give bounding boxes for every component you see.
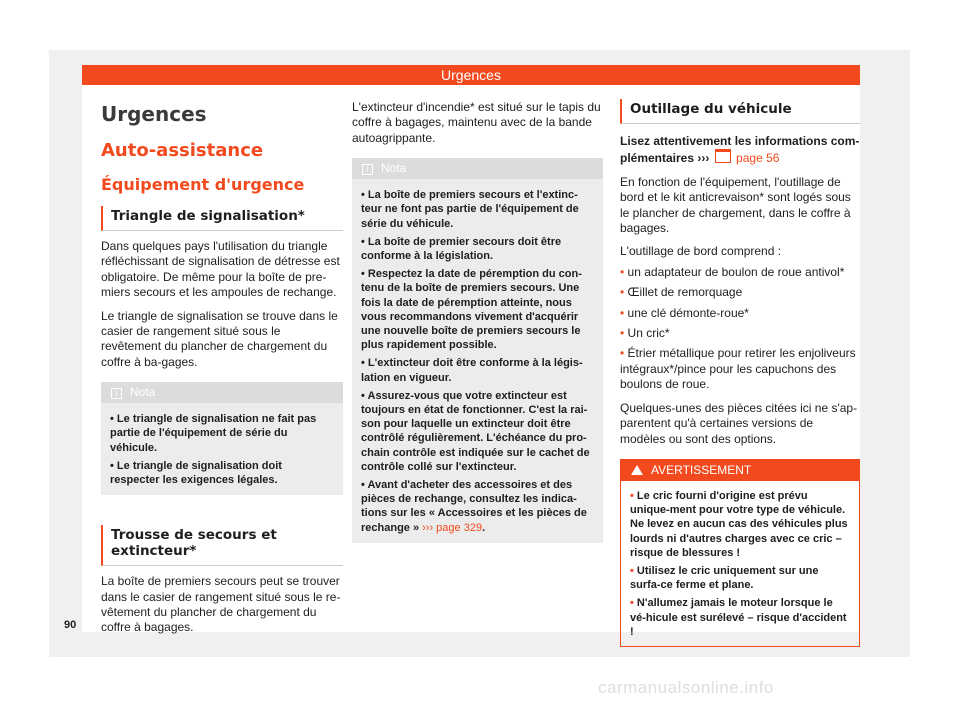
note-item-text: Le triangle de signalisation doit respecter les exigences légales. <box>110 459 282 487</box>
list-item-text: Œillet de remorquage <box>627 285 743 300</box>
paragraph: L'outillage de bord comprend : <box>620 244 782 259</box>
warning-item-text: Utilisez le cric uniquement sur une surfa-ce ferme et plane. <box>630 564 819 592</box>
list-item: • Un cric* <box>620 326 670 341</box>
intro-text: Lisez attentivement les informations com-plémentaires ››› <box>620 134 860 166</box>
paragraph: Dans quelques pays l'utilisation du triangle réfléchissant de signalisation de détresse est obligatoire. De même pour la boîte de pre-miers secours et les ampoules de rechange. <box>101 239 340 300</box>
warning-body <box>621 481 859 646</box>
note-header <box>101 382 343 403</box>
list-item: • un adaptateur de boulon de roue antivol* <box>620 264 845 279</box>
paragraph: Quelques-unes des pièces citées ici ne s'ap-parentent qu'à certaines versions de modèles ou sont des options. <box>620 400 858 446</box>
note-item: • Avant d'acheter des accessoires et des pièces de rechange, consultez les indica-tions sur les « Accessoires et les pièces de rechange » ››› page 329. <box>361 479 587 534</box>
warning-item: • N'allumez jamais le moteur lorsque le vé-hicule est surélevé – risque d'accident ! <box>630 597 847 638</box>
warning-item: • Utilisez le cric uniquement sur une surfa-ce ferme et plane. <box>630 564 819 592</box>
heading-first-aid: Trousse de secours et extincteur* <box>101 525 343 566</box>
note-label: Nota <box>381 161 407 176</box>
paragraph: L'extincteur d'incendie* est situé sur le tapis du coffre à bagages, maintenu avec de la bande autoagrippante. <box>352 100 601 145</box>
list-item-text: une clé démonte-roue* <box>627 305 749 320</box>
chapter-title: Urgences <box>101 102 207 126</box>
note-item-end: . <box>482 521 486 534</box>
note-item-text: La boîte de premier secours doit être conforme à la législation. <box>361 235 562 263</box>
list-item-text: Un cric* <box>627 326 670 341</box>
warning-triangle-icon <box>631 465 643 475</box>
note-item: • L'extincteur doit être conforme à la légis-lation en vigueur. <box>361 357 583 384</box>
heading-triangle: Triangle de signalisation* <box>101 206 343 231</box>
column-3 <box>620 85 860 647</box>
heading-tools: Outillage du véhicule <box>620 99 860 124</box>
note-label: Nota <box>130 385 156 400</box>
section-title: Auto-assistance <box>101 140 264 161</box>
column-1 <box>101 85 343 636</box>
warning-item: • Le cric fourni d'origine est prévu unique-ment pour votre type de véhicule. Ne levez en aucun cas des véhicules plus lourds ni d'autres charges avec ce cric – risque de blessures ! <box>630 489 848 559</box>
list-item: • Étrier métallique pour retirer les enjoliveurs intégraux*/pince pour les capuchons des boulons de roue. <box>620 346 856 392</box>
list-item-text: un adaptateur de boulon de roue antivol* <box>627 264 845 279</box>
warning-label: AVERTISSEMENT <box>651 462 752 477</box>
info-icon: i <box>111 388 122 399</box>
list-item: • une clé démonte-roue* <box>620 305 749 320</box>
list-item: • Œillet de remorquage <box>620 285 743 300</box>
note-item: • Le triangle de signalisation ne fait pas partie de l'équipement de série du véhicule. <box>110 413 317 454</box>
list-item-text: Étrier métallique pour retirer les enjoliveurs intégraux*/pince pour les capuchons des boulons de roue. <box>620 346 856 392</box>
chapter-banner: Urgences <box>82 65 860 85</box>
note-box <box>101 382 343 495</box>
warning-header <box>621 460 859 481</box>
page-link[interactable]: page 56 <box>736 151 780 166</box>
note-item: • Respectez la date de péremption du con-tenu de la boîte de premiers secours. Une fois la date de péremption atteinte, nous vous recommandons vivement d'acquérir une nouvelle boîte de premiers secours le plus rapidement possible. <box>361 268 582 352</box>
subsection-title: Équipement d'urgence <box>101 175 305 194</box>
note-body <box>101 403 343 495</box>
note-item-text: Le triangle de signalisation ne fait pas partie de l'équipement de série du véhicule. <box>110 413 317 454</box>
note-item-text: L'extincteur doit être conforme à la légis-lation en vigueur. <box>361 357 583 384</box>
note-item: • La boîte de premiers secours et l'extinc-teur ne font pas partie de l'équipement de série du véhicule. <box>361 189 579 230</box>
column-2 <box>352 85 603 543</box>
warning-item-text: Le cric fourni d'origine est prévu unique-ment pour votre type de véhicule. Ne levez en aucun cas des véhicules plus lourds ni d'autres charges avec ce cric – risque de blessures ! <box>630 489 848 559</box>
note-item-text: Respectez la date de péremption du con-tenu de la boîte de premiers secours. Une fois la date de péremption atteinte, nous vous recommandons vivement d'acquérir une nouvelle boîte de premiers secours le plus rapidement possible. <box>361 268 582 352</box>
note-body <box>352 179 603 543</box>
paragraph: La boîte de premiers secours peut se trouver dans le casier de rangement situé sous le re-vêtement du plancher de chargement du coffre à bagages. <box>101 574 341 635</box>
note-box <box>352 158 603 543</box>
note-item: • Assurez-vous que votre extincteur est toujours en état de fonctionner. C'est la rai-son pour laquelle un extincteur doit être contrôlé régulièrement. L'échéance du pro-chain contrôle est indiquée sur le cachet de contrôle collé sur l'extincteur. <box>361 389 590 473</box>
page-number: 90 <box>64 619 77 631</box>
watermark: carmanualsonline.info <box>598 678 774 697</box>
page-link[interactable]: ››› page 329 <box>422 521 483 534</box>
note-item-text: Assurez-vous que votre extincteur est toujours en état de fonctionner. C'est la rai-son pour laquelle un extincteur doit être contrôlé régulièrement. L'échéance du pro-chain contrôle est indiquée sur le cachet de contrôle collé sur l'extincteur. <box>361 389 590 473</box>
note-item-text: Avant d'acheter des accessoires et des pièces de rechange, consultez les indica-tions sur les « Accessoires et les pièces de rechange » <box>361 479 587 534</box>
info-icon: i <box>362 164 373 175</box>
intro-paragraph <box>620 134 860 167</box>
manual-page <box>82 85 860 638</box>
paragraph: Le triangle de signalisation se trouve dans le casier de rangement situé sous le revêtement du plancher de chargement du coffre à ba-gages. <box>101 308 338 369</box>
note-header <box>352 158 603 179</box>
note-item: • Le triangle de signalisation doit respecter les exigences légales. <box>110 459 282 487</box>
note-item: • La boîte de premier secours doit être conforme à la législation. <box>361 235 562 263</box>
paragraph: En fonction de l'équipement, l'outillage de bord et le kit anticrevaison* sont logés sous le plancher de chargement, dans le coffre à bagages. <box>620 174 851 236</box>
book-icon <box>715 149 731 163</box>
warning-item-text: N'allumez jamais le moteur lorsque le vé-hicule est surélevé – risque d'accident ! <box>630 597 847 638</box>
warning-box <box>620 459 860 647</box>
note-item-text: La boîte de premiers secours et l'extinc-teur ne font pas partie de l'équipement de série du véhicule. <box>361 189 579 230</box>
